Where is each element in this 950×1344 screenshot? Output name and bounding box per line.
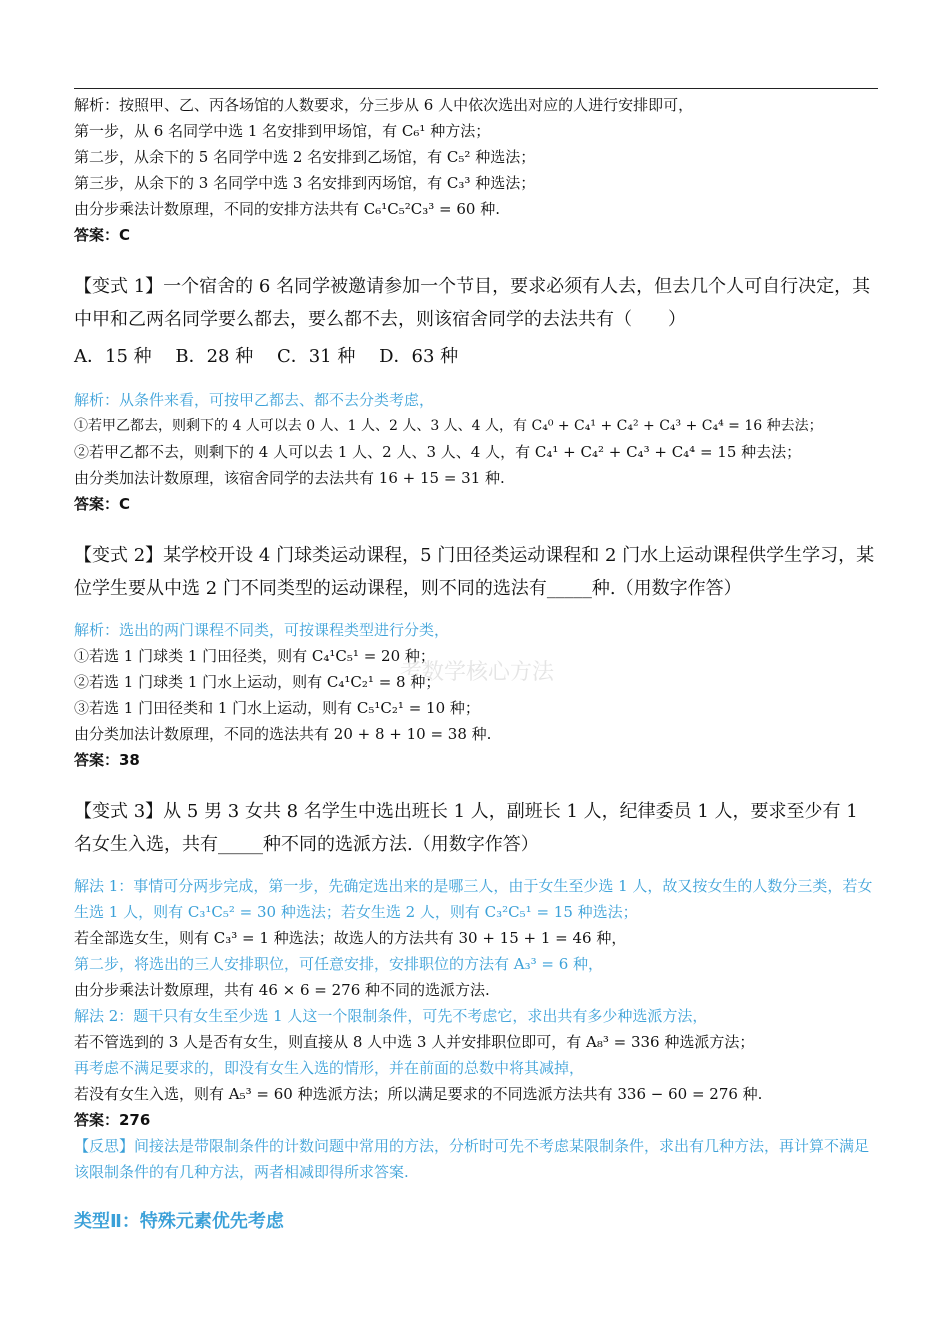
option-a: A．15 种	[74, 346, 152, 367]
solution-block-3	[74, 873, 880, 1185]
section-heading: 类型Ⅱ：特殊元素优先考虑	[74, 1211, 284, 1232]
variant-1-question	[74, 270, 880, 373]
conclusion-line: 由分步乘法计数原理，不同的安排方法共有 C₆¹C₅²C₃³ = 60 种.	[74, 200, 501, 218]
option-b: B．28 种	[175, 346, 254, 367]
method-2-exclude-line: 再考虑不满足要求的，即没有女生入选的情形，并在前面的总数中将其减掉，	[74, 1059, 585, 1077]
analysis-line: 解析：选出的两门课程不同类，可按课程类型进行分类，	[74, 621, 450, 639]
answer-line: 答案：C	[74, 495, 131, 513]
method-2-total-line: 若不管选到的 3 人是否有女生，则直接从 8 人中选 3 人并安排职位即可，有 A₈³ = 336 种选派方法；	[74, 1033, 755, 1051]
question-stem: 【变式 2】某学校开设 4 门球类运动课程，5 门田径类运动课程和 2 门水上运动课程供学生学习，某位学生要从中选 2 门不同类型的运动课程，则不同的选法有_____种.（用数字作答）	[74, 545, 875, 599]
option-c: C．31 种	[276, 346, 356, 367]
step-2-line: 第二步，将选出的三人安排职位，可任意安排，安排职位的方法有 A₃³ = 6 种，	[74, 955, 604, 973]
variant-3-question	[74, 795, 880, 861]
case-3-line: ③若选 1 门田径类和 1 门水上运动，则有 C₅¹C₂¹ = 10 种；	[74, 699, 480, 717]
answer-options	[74, 340, 880, 373]
conclusion-line: 由分步乘法计数原理，共有 46 × 6 = 276 种不同的选派方法.	[74, 981, 490, 999]
analysis-line: 解析：按照甲、乙、丙各场馆的人数要求，分三步从 6 人中依次选出对应的人进行安排即可，	[74, 96, 694, 114]
watermark: 考数学核心方法	[400, 660, 555, 685]
case-1-line: ①若甲乙都去，则剩下的 4 人可以去 0 人、1 人、2 人、3 人、4 人，有 C₄⁰ + C₄¹ + C₄² + C₄³ + C₄⁴ = 16 种去法；	[74, 418, 823, 434]
answer-line: 答案：38	[74, 751, 140, 769]
top-rule	[74, 88, 878, 89]
variant-2-question	[74, 539, 880, 605]
question-stem: 【变式 1】一个宿舍的 6 名同学被邀请参加一个节目，要求必须有人去，但去几个人可自行决定，其中甲和乙两名同学要么都去，要么都不去，则该宿舍同学的去法共有（ ）	[74, 276, 871, 330]
question-stem: 【变式 3】从 5 男 3 女共 8 名学生中选出班长 1 人，副班长 1 人，纪律委员 1 人，要求至少有 1 名女生入选，共有_____种不同的选派方法.（用数字作答）	[74, 801, 858, 855]
method-1-line: 解法 1：事情可分两步完成，第一步，先确定选出来的是哪三人，由于女生至少选 1 人，故又按女生的人数分三类，若女生选 1 人，则有 C₃¹C₅² = 30 种选法；若女生选 2 人，则有 C₃²C₅¹ = 15 种选法；	[74, 877, 873, 921]
method-1-cont-line: 若全部选女生，则有 C₃³ = 1 种选法；故选人的方法共有 30 + 15 + 1 = 46 种，	[74, 929, 627, 947]
answer-line: 答案：C	[74, 226, 131, 244]
case-2-line: ②若选 1 门球类 1 门水上运动，则有 C₄¹C₂¹ = 8 种；	[74, 673, 441, 691]
reflection-text: 【反思】间接法是带限制条件的计数问题中常用的方法，分析时可先不考虑某限制条件，求出有几种方法，再计算不满足该限制条件的有几种方法，两者相减即得所求答案.	[74, 1137, 870, 1181]
case-2-line: ②若甲乙都不去，则剩下的 4 人可以去 1 人、2 人、3 人、4 人，有 C₄¹ + C₄² + C₄³ + C₄⁴ = 15 种去法；	[74, 443, 802, 461]
answer-line: 答案：276	[74, 1111, 151, 1129]
document-page	[74, 92, 880, 1233]
conclusion-line: 由分类加法计数原理，该宿舍同学的去法共有 16 + 15 = 31 种.	[74, 469, 505, 487]
solution-block-1	[74, 387, 880, 517]
case-1-line: ①若选 1 门球类 1 门田径类，则有 C₄¹C₅¹ = 20 种；	[74, 647, 435, 665]
solution-block-0	[74, 92, 880, 248]
analysis-line: 解析：从条件来看，可按甲乙都去、都不去分类考虑，	[74, 391, 435, 409]
option-d: D．63 种	[379, 346, 459, 367]
conclusion-line: 由分类加法计数原理，不同的选法共有 20 + 8 + 10 = 38 种.	[74, 725, 492, 743]
step-2-line: 第二步，从余下的 5 名同学中选 2 名安排到乙场馆，有 C₅² 种选法；	[74, 148, 536, 166]
step-1-line: 第一步，从 6 名同学中选 1 名安排到甲场馆，有 C₆¹ 种方法；	[74, 122, 491, 140]
method-2-result-line: 若没有女生入选，则有 A₅³ = 60 种选派方法；所以满足要求的不同选派方法共有 336 − 60 = 276 种.	[74, 1085, 763, 1103]
method-2-line: 解法 2：题干只有女生至少选 1 人这一个限制条件，可先不考虑它，求出共有多少种选派方法，	[74, 1007, 708, 1025]
solution-block-2	[74, 617, 880, 773]
step-3-line: 第三步，从余下的 3 名同学中选 3 名安排到丙场馆，有 C₃³ 种选法；	[74, 174, 536, 192]
